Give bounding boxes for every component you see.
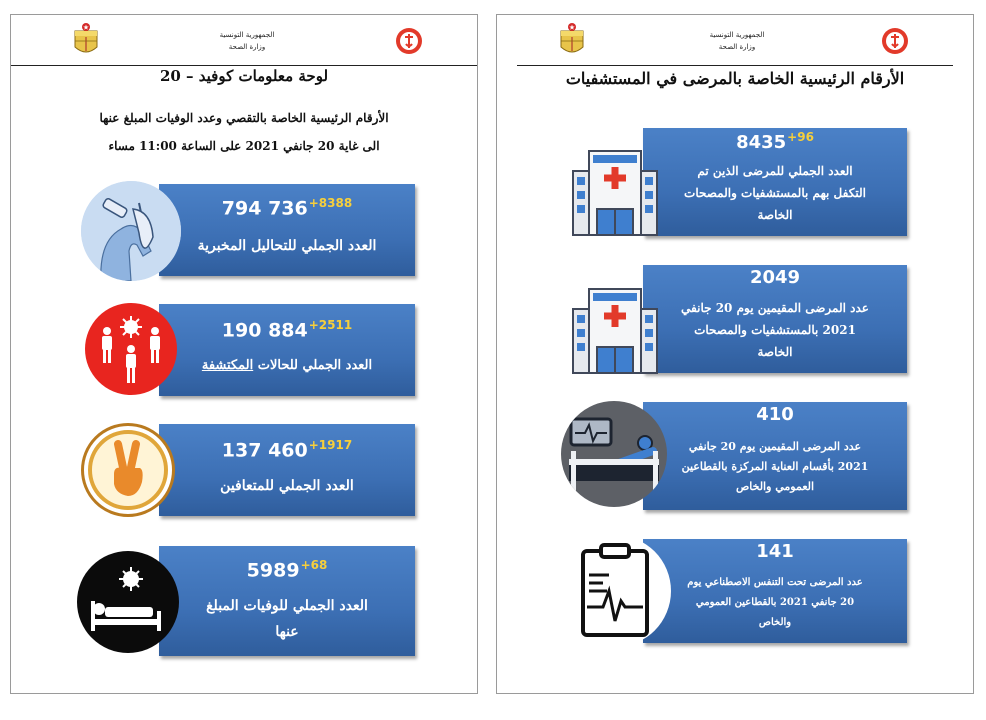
card-label: العدد الجملي للمتعافين (220, 478, 354, 494)
label-text: العدد الجملي للحالات (253, 358, 373, 373)
card-line-3: الخاصة (757, 208, 793, 222)
hospital-icon (567, 283, 663, 379)
total-value: 5989 (246, 559, 300, 582)
card-line-1: عدد المرضى المقيمين يوم 20 جانفي (681, 301, 869, 315)
icu-bed-monitor-icon (561, 401, 667, 507)
card-line-3: الخاصة (757, 345, 793, 359)
ministry-line-2: وزارة الصحة (228, 43, 266, 51)
ventilated-patients-card (643, 539, 907, 643)
card-number (159, 196, 415, 219)
card-line-3: والخاص (758, 617, 792, 628)
card-line-3: العمومي والخاص (735, 480, 815, 493)
recovered-card (159, 424, 415, 516)
total-value: 137 460 (221, 439, 308, 462)
card-line-2: 20 جانفي 2021 بالقطاعين العمومي (695, 597, 855, 608)
currently-hospitalized-card (643, 265, 907, 373)
ministry-line-2: وزارة الصحة (718, 43, 756, 51)
hospital-title: الأرقام الرئيسية الخاصة بالمرضى في المستشفيات (565, 69, 905, 88)
ministry-line-1: الجمهورية التونسية (709, 31, 765, 39)
deaths-card (159, 546, 415, 656)
ministry-header (517, 15, 953, 66)
ministry-text (177, 29, 317, 53)
card-line-2: التكفل بهم بالمستشفيات والمصحات (684, 186, 866, 200)
card-label-line-2: عنها (275, 624, 299, 640)
total-value: 794 736 (221, 197, 308, 220)
total-value: 190 884 (221, 319, 308, 342)
card-number (159, 558, 415, 581)
detected-cases-card (159, 304, 415, 396)
card-label-line-1: العدد الجملي للوفيات المبلغ (206, 598, 368, 614)
patient-bed-virus-icon (77, 551, 179, 653)
card-line-2: 2021 بالمستشفيات والمصحات (694, 323, 856, 337)
lab-swab-icon (81, 181, 181, 281)
card-label (165, 358, 409, 373)
tunisia-coat-of-arms-icon (71, 21, 101, 59)
daily-increase: +1917 (308, 438, 353, 452)
card-number (159, 318, 415, 341)
hospitalized-total-card (643, 128, 907, 236)
card-number (643, 267, 907, 288)
hospital-figures-panel (496, 14, 974, 694)
daily-increase: +2511 (308, 318, 353, 332)
people-virus-icon (85, 303, 177, 395)
clipboard-ecg-icon (559, 535, 671, 647)
subtitle-line-1: الأرقام الرئيسية الخاصة بالتقصي وعدد الوفيات المبلغ عنها (99, 111, 389, 125)
subtitle-line-2: الى غاية 20 جانفي 2021 على الساعة 11:00 مساء (108, 139, 380, 153)
dashboard-title: لوحة معلومات كوفيد – 20 (159, 67, 329, 85)
red-crescent-icon (395, 27, 423, 55)
total-value: 2049 (749, 267, 801, 288)
card-line-1: عدد المرضى تحت التنفس الاصطناعي يوم (687, 577, 863, 588)
daily-increase: +68 (300, 558, 328, 572)
ministry-header (11, 15, 477, 66)
card-number (643, 404, 907, 425)
victory-hand-icon (81, 423, 175, 517)
card-number (159, 438, 415, 461)
hospital-icon (567, 145, 663, 241)
covid-dashboard-panel (10, 14, 478, 694)
ministry-text (667, 29, 807, 53)
total-value: 410 (756, 404, 794, 425)
ministry-line-1: الجمهورية التونسية (219, 31, 275, 39)
card-line-1: عدد المرضى المقيمين يوم 20 جانفي (688, 440, 862, 453)
red-crescent-icon (881, 27, 909, 55)
card-line-2: 2021 بأقسام العناية المركزة بالقطاعين (681, 460, 869, 473)
card-number (643, 541, 907, 562)
daily-increase: +96 (787, 130, 814, 144)
total-value: 141 (756, 541, 794, 562)
daily-increase: +8388 (308, 196, 353, 210)
card-line-1: العدد الجملي للمرضى الذين تم (697, 164, 853, 178)
card-number (643, 130, 907, 153)
tunisia-coat-of-arms-icon (557, 21, 587, 59)
card-label: العدد الجملي للتحاليل المخبرية (197, 238, 377, 254)
label-underlined-text: المكتشفة (201, 358, 254, 373)
total-value: 8435 (736, 132, 787, 153)
lab-tests-card (159, 184, 415, 276)
icu-patients-card (643, 402, 907, 510)
